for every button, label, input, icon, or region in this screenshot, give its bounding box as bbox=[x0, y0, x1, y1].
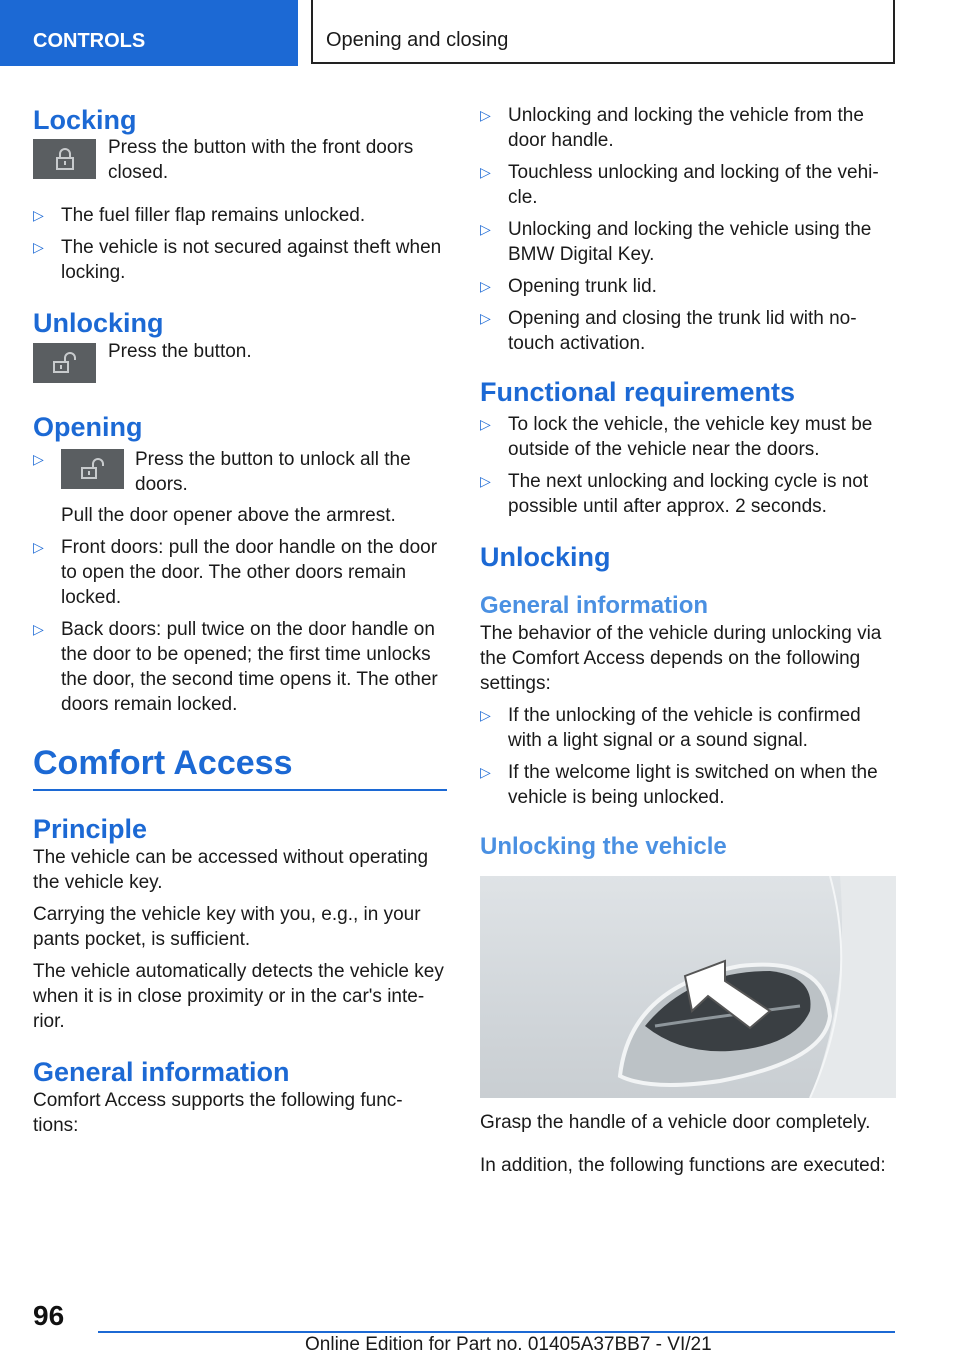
triangle-right-icon: ▷ bbox=[480, 473, 491, 489]
heading-general-information-right: General information bbox=[480, 592, 709, 619]
chapter-tab: CONTROLS bbox=[0, 0, 298, 66]
left-column bbox=[33, 100, 447, 1138]
triangle-right-icon: ▷ bbox=[480, 764, 491, 780]
requirements-list bbox=[480, 412, 896, 519]
list-item: ▷ If the unlocking of the vehicle is confirmed with a light signal or a sound signal. bbox=[480, 705, 861, 751]
list-item: ▷ Opening and closing the trunk lid with no-touch activation. bbox=[480, 308, 857, 354]
list-item: ▷ The vehicle is not secured against theft when locking. bbox=[33, 237, 442, 283]
triangle-right-icon: ▷ bbox=[480, 278, 491, 294]
paragraph: The vehicle automatically detects the vehicle key when it is in close proximity or in the car's inte-rior. bbox=[33, 961, 444, 1032]
paragraph: Comfort Access supports the following func-tions: bbox=[33, 1090, 403, 1136]
heading-principle: Principle bbox=[33, 814, 148, 844]
lock-closed-icon bbox=[54, 148, 76, 170]
opening-bullets bbox=[33, 447, 447, 717]
heading-functional-requirements: Functional requirements bbox=[480, 377, 796, 407]
list-item: ▷ Touchless unlocking and locking of the vehi-cle. bbox=[480, 162, 879, 208]
locking-bullets bbox=[33, 203, 447, 285]
triangle-right-icon: ▷ bbox=[480, 416, 491, 432]
unlock-button-image bbox=[61, 449, 124, 489]
triangle-right-icon: ▷ bbox=[480, 164, 491, 180]
triangle-right-icon: ▷ bbox=[33, 539, 44, 555]
locking-instruction bbox=[33, 137, 447, 185]
chapter-title-comfort-access: Comfort Access bbox=[33, 743, 447, 791]
paragraph: Carrying the vehicle key with you, e.g., in your pants pocket, is sufficient. bbox=[33, 904, 421, 950]
door-handle-illustration bbox=[480, 876, 896, 1098]
paragraph: The behavior of the vehicle during unlocking via the Comfort Access depends on the following settings: bbox=[480, 623, 882, 694]
lock-button-image bbox=[33, 139, 96, 179]
list-item: ▷ Press the button to unlock all the doors. Pull the door opener above the armrest. bbox=[33, 449, 411, 526]
list-item: ▷ Front doors: pull the door handle on the door to open the door. The other doors remain locked. bbox=[33, 537, 438, 608]
list-item: ▷ The next unlocking and locking cycle is not possible until after approx. 2 seconds. bbox=[480, 471, 869, 517]
page-number: 96 bbox=[33, 1300, 65, 1331]
heading-unlocking-right: Unlocking bbox=[480, 542, 611, 572]
list-item: ▷ The fuel filler flap remains unlocked. bbox=[33, 205, 366, 226]
locking-instruction-text: Press the button with the front doors closed. bbox=[108, 137, 414, 183]
door-handle-photo bbox=[480, 876, 896, 1098]
triangle-right-icon: ▷ bbox=[33, 239, 44, 255]
list-item: ▷ Unlocking and locking the vehicle using the BMW Digital Key. bbox=[480, 219, 872, 265]
list-item: ▷ To lock the vehicle, the vehicle key must be outside of the vehicle near the doors. bbox=[480, 414, 873, 460]
triangle-right-icon: ▷ bbox=[480, 221, 491, 237]
lock-open-icon bbox=[52, 352, 78, 374]
triangle-right-icon: ▷ bbox=[33, 451, 44, 467]
paragraph: In addition, the following functions are executed: bbox=[480, 1155, 886, 1176]
unlock-button-image bbox=[33, 343, 96, 383]
list-item: ▷ If the welcome light is switched on when the vehicle is being unlocked. bbox=[480, 762, 878, 808]
heading-unlocking-the-vehicle: Unlocking the vehicle bbox=[480, 833, 727, 860]
edition-note: Online Edition for Part no. 01405A37BB7 - VI/21 bbox=[305, 1334, 712, 1355]
section-title: Opening and closing bbox=[311, 0, 895, 64]
triangle-right-icon: ▷ bbox=[480, 707, 491, 723]
footer-divider bbox=[98, 1331, 895, 1333]
comfort-functions-list bbox=[480, 103, 896, 356]
heading-locking: Locking bbox=[33, 105, 137, 135]
triangle-right-icon: ▷ bbox=[480, 107, 491, 123]
photo-caption: Grasp the handle of a vehicle door completely. bbox=[480, 1112, 871, 1133]
unlocking-instruction-text: Press the button. bbox=[108, 341, 252, 362]
heading-unlocking: Unlocking bbox=[33, 308, 164, 338]
heading-opening: Opening bbox=[33, 412, 143, 442]
triangle-right-icon: ▷ bbox=[33, 207, 44, 223]
unlocking-settings-list bbox=[480, 703, 896, 810]
list-item: ▷ Unlocking and locking the vehicle from the door handle. bbox=[480, 105, 864, 151]
heading-general-information: General information bbox=[33, 1057, 290, 1087]
paragraph: The vehicle can be accessed without operating the vehicle key. bbox=[33, 847, 429, 893]
list-item: ▷ Opening trunk lid. bbox=[480, 276, 657, 297]
right-column bbox=[480, 100, 896, 1178]
lock-open-icon bbox=[80, 458, 106, 480]
unlocking-instruction bbox=[33, 341, 447, 383]
triangle-right-icon: ▷ bbox=[33, 621, 44, 637]
list-item: ▷ Back doors: pull twice on the door handle on the door to be opened; the first time unlocks the door, the second time opens it. The other doors remain locked. bbox=[33, 619, 438, 715]
page-header bbox=[0, 0, 960, 66]
triangle-right-icon: ▷ bbox=[480, 310, 491, 326]
